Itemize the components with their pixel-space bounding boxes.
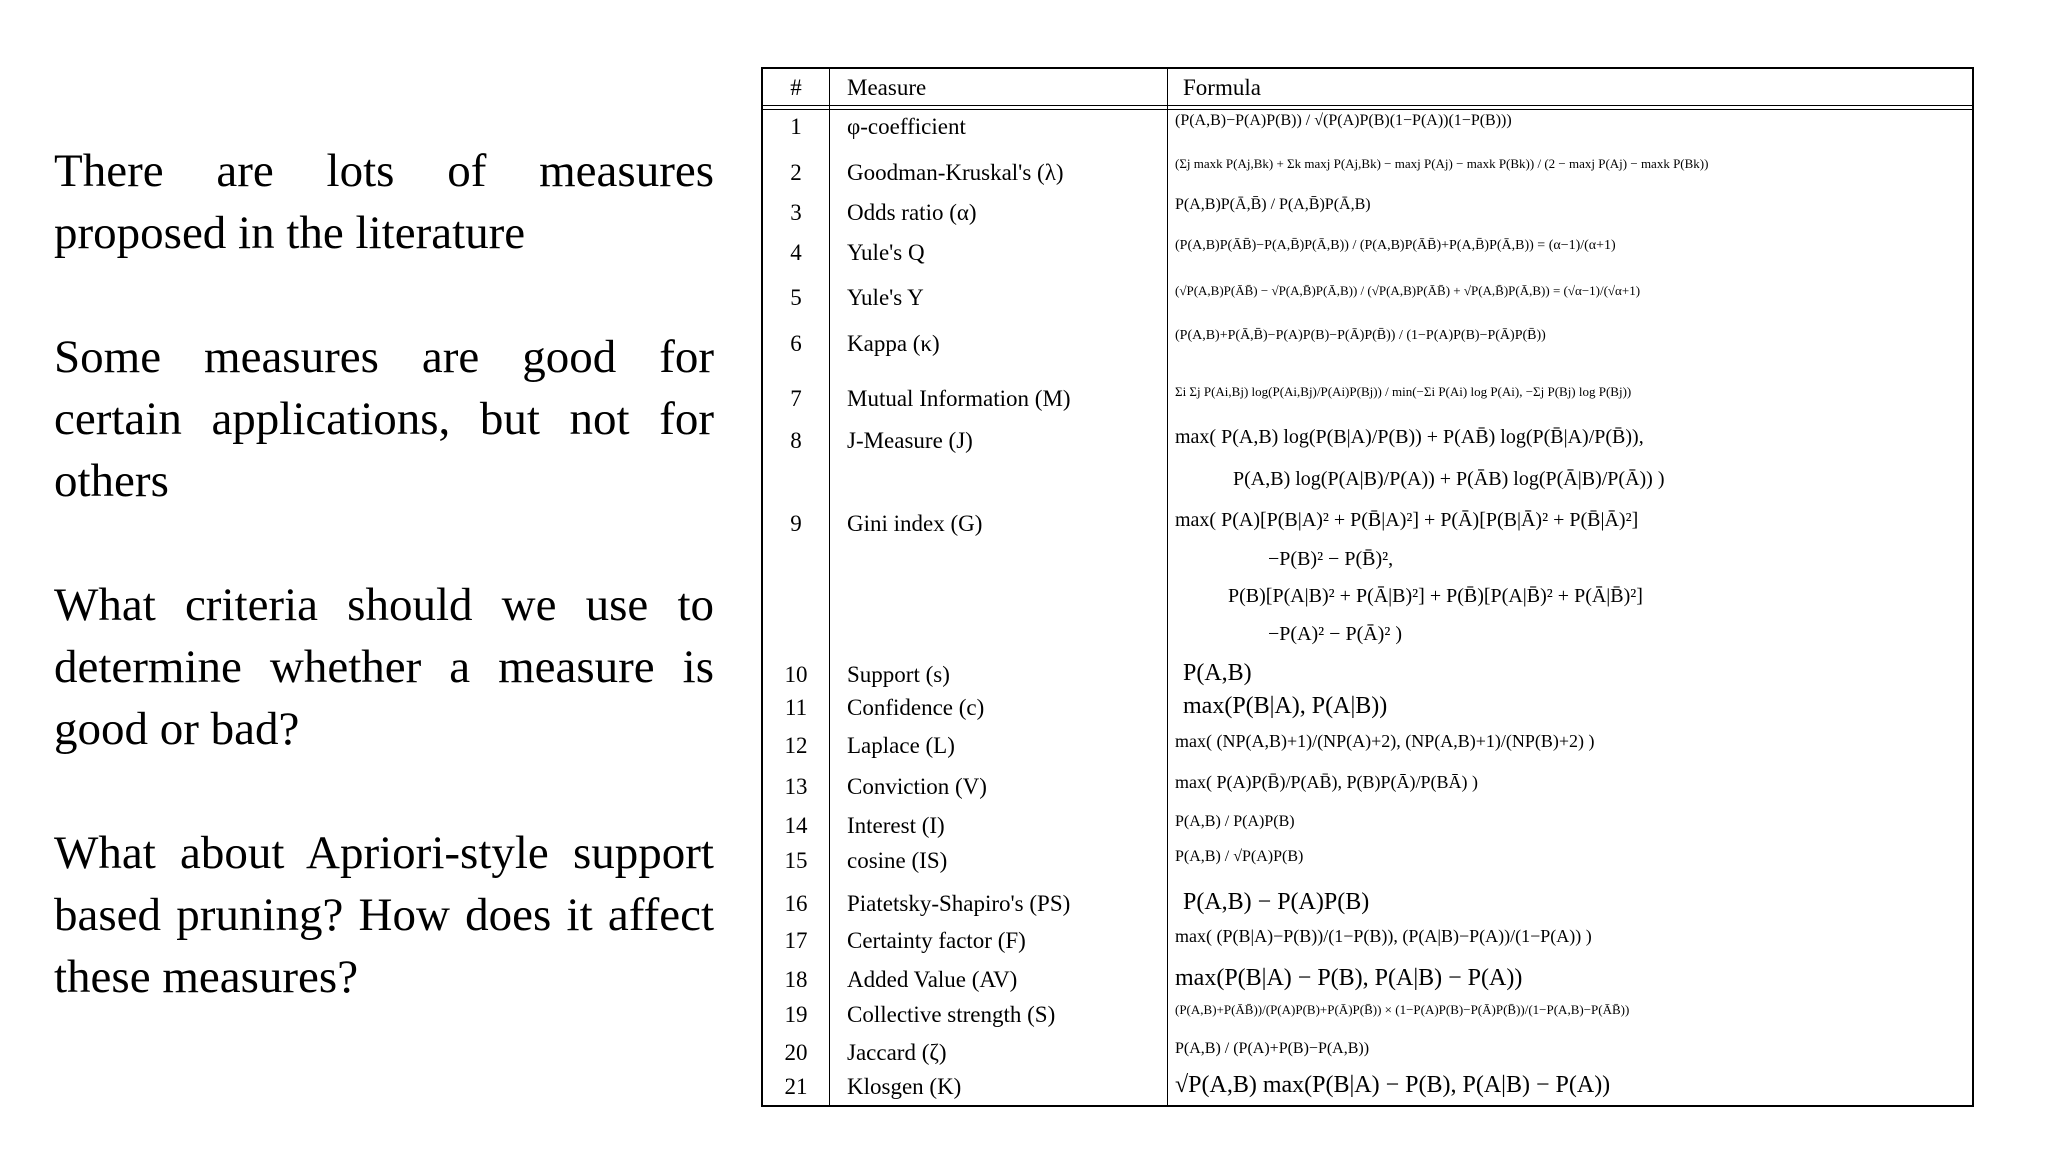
measure-name: Jaccard (ζ) bbox=[847, 1040, 947, 1065]
formula: (Σj maxk P(Aj,Bk) + Σk maxj P(Aj,Bk) − maxj P(Aj) − maxk P(Bk)) / (2 − maxj P(Aj) − maxk P(Bk)) bbox=[1175, 156, 1709, 171]
formula: Σi Σj P(Ai,Bj) log(P(Ai,Bj)/P(Ai)P(Bj)) / min(−Σi P(Ai) log P(Ai), −Σj P(Bj) log P(Bj)) bbox=[1175, 384, 1632, 399]
row-number: 7 bbox=[790, 386, 802, 411]
formula: max(P(B|A) − P(B), P(A|B) − P(A)) bbox=[1175, 965, 1523, 991]
measure-name: Piatetsky-Shapiro's (PS) bbox=[847, 891, 1071, 916]
row-number: 11 bbox=[784, 695, 808, 720]
measure-name: Kappa (κ) bbox=[847, 331, 940, 356]
row-number: 1 bbox=[790, 114, 802, 139]
measure-name: Odds ratio (α) bbox=[847, 200, 977, 225]
formula: P(A,B) / (P(A)+P(B)−P(A,B)) bbox=[1175, 1040, 1370, 1057]
formula-continuation: −P(B)² − P(B̄)², bbox=[1268, 548, 1394, 570]
row-number: 20 bbox=[784, 1040, 808, 1065]
measure-name: Goodman-Kruskal's (λ) bbox=[847, 160, 1064, 185]
paragraph-criteria-question: What criteria should we use to determine whether a measure is good or bad? bbox=[54, 579, 714, 755]
formula: max( P(A,B) log(P(B|A)/P(B)) + P(AB̄) log(P(B̄|A)/P(B̄)), bbox=[1175, 426, 1644, 448]
formula: max( P(A)P(B̄)/P(AB̄), P(B)P(Ā)/P(BĀ) ) bbox=[1175, 772, 1478, 792]
row-number: 18 bbox=[784, 967, 808, 992]
bullet-text-column bbox=[54, 140, 714, 1008]
header-divider bbox=[763, 109, 1972, 110]
formula: max( P(A)[P(B|A)² + P(B̄|A)²] + P(Ā)[P(B|Ā)² + P(B̄|Ā)²] bbox=[1175, 509, 1639, 531]
formula: P(A,B)P(Ā,B̄) / P(A,B̄)P(Ā,B) bbox=[1175, 196, 1371, 213]
formula: P(A,B) − P(A)P(B) bbox=[1183, 889, 1370, 915]
measure-name: Collective strength (S) bbox=[847, 1002, 1056, 1027]
row-number: 8 bbox=[790, 428, 802, 453]
measure-name: Confidence (c) bbox=[847, 695, 985, 720]
row-number: 16 bbox=[784, 891, 808, 916]
formula: √P(A,B) max(P(B|A) − P(B), P(A|B) − P(A)) bbox=[1175, 1072, 1611, 1098]
paragraph-measures-literature: There are lots of measures proposed in the literature bbox=[54, 145, 714, 259]
formula: P(A,B) / √P(A)P(B) bbox=[1175, 848, 1304, 865]
row-number: 14 bbox=[784, 813, 808, 838]
formula: (P(A,B)+P(Ā,B̄)−P(A)P(B)−P(Ā)P(B̄)) / (1−P(A)P(B)−P(Ā)P(B̄)) bbox=[1175, 328, 1546, 343]
formula: (P(A,B)P(ĀB̄)−P(A,B̄)P(Ā,B)) / (P(A,B)P(ĀB̄)+P(A,B̄)P(Ā,B)) = (α−1)/(α+1) bbox=[1175, 238, 1616, 253]
measure-name: Gini index (G) bbox=[847, 511, 983, 536]
formula: (P(A,B)−P(A)P(B)) / √(P(A)P(B)(1−P(A))(1−P(B))) bbox=[1175, 112, 1512, 129]
measure-name: cosine (IS) bbox=[847, 848, 948, 873]
formula: max( (P(B|A)−P(B))/(1−P(B)), (P(A|B)−P(A))/(1−P(A)) ) bbox=[1175, 926, 1592, 946]
row-number: 10 bbox=[784, 662, 808, 687]
formula: (P(A,B)+P(ĀB̄))/(P(A)P(B)+P(Ā)P(B̄)) × (1−P(A)P(B)−P(Ā)P(B̄))/(1−P(A,B)−P(ĀB̄)) bbox=[1175, 1002, 1630, 1017]
header-number: # bbox=[790, 75, 802, 100]
row-number: 2 bbox=[790, 160, 802, 185]
formula: (√P(A,B)P(ĀB̄) − √P(A,B̄)P(Ā,B)) / (√P(A,B)P(ĀB̄) + √P(A,B̄)P(Ā,B)) = (√α−1)/(√α+1) bbox=[1175, 283, 1641, 298]
formula-continuation: P(A,B) log(P(A|B)/P(A)) + P(ĀB) log(P(Ā|B)/P(Ā)) ) bbox=[1233, 468, 1665, 490]
formula: P(A,B) / P(A)P(B) bbox=[1175, 813, 1295, 830]
formula: max(P(B|A), P(A|B)) bbox=[1183, 693, 1388, 719]
row-number: 6 bbox=[790, 331, 802, 356]
row-number: 15 bbox=[784, 848, 808, 873]
measure-name: Klosgen (K) bbox=[847, 1074, 962, 1099]
paragraph-apriori-question: What about Apriori-style support based pruning? How does it affect these measures? bbox=[54, 827, 714, 1003]
measures-table bbox=[761, 67, 1974, 1107]
measure-name: Conviction (V) bbox=[847, 774, 987, 799]
measure-name: Certainty factor (F) bbox=[847, 928, 1026, 953]
header-measure: Measure bbox=[847, 75, 927, 100]
column-divider bbox=[1167, 69, 1168, 1105]
measure-name: Yule's Y bbox=[847, 285, 924, 310]
paragraph-measures-applications: Some measures are good for certain applications, but not for others bbox=[54, 331, 714, 507]
row-number: 3 bbox=[790, 200, 802, 225]
row-number: 19 bbox=[784, 1002, 808, 1027]
formula: P(A,B) bbox=[1183, 660, 1252, 686]
formula-continuation: P(B)[P(A|B)² + P(Ā|B)²] + P(B̄)[P(A|B̄)² + P(Ā|B̄)²] bbox=[1228, 585, 1643, 607]
measure-name: Laplace (L) bbox=[847, 733, 955, 758]
measure-name: Support (s) bbox=[847, 662, 950, 687]
measure-name: Yule's Q bbox=[847, 240, 925, 265]
formula: max( (NP(A,B)+1)/(NP(A)+2), (NP(A,B)+1)/(NP(B)+2) ) bbox=[1175, 731, 1595, 751]
measure-name: φ-coefficient bbox=[847, 114, 966, 139]
row-number: 12 bbox=[784, 733, 808, 758]
formula-continuation: −P(A)² − P(Ā)² ) bbox=[1268, 623, 1402, 645]
row-number: 17 bbox=[784, 928, 808, 953]
measure-name: J-Measure (J) bbox=[847, 428, 973, 453]
measure-name: Mutual Information (M) bbox=[847, 386, 1071, 411]
row-number: 5 bbox=[790, 285, 802, 310]
header-divider bbox=[763, 105, 1972, 106]
header-formula: Formula bbox=[1183, 75, 1261, 100]
measure-name: Interest (I) bbox=[847, 813, 945, 838]
measure-name: Added Value (AV) bbox=[847, 967, 1018, 992]
row-number: 13 bbox=[784, 774, 808, 799]
row-number: 21 bbox=[784, 1074, 808, 1099]
column-divider bbox=[829, 69, 830, 1105]
row-number: 9 bbox=[790, 511, 802, 536]
row-number: 4 bbox=[790, 240, 802, 265]
